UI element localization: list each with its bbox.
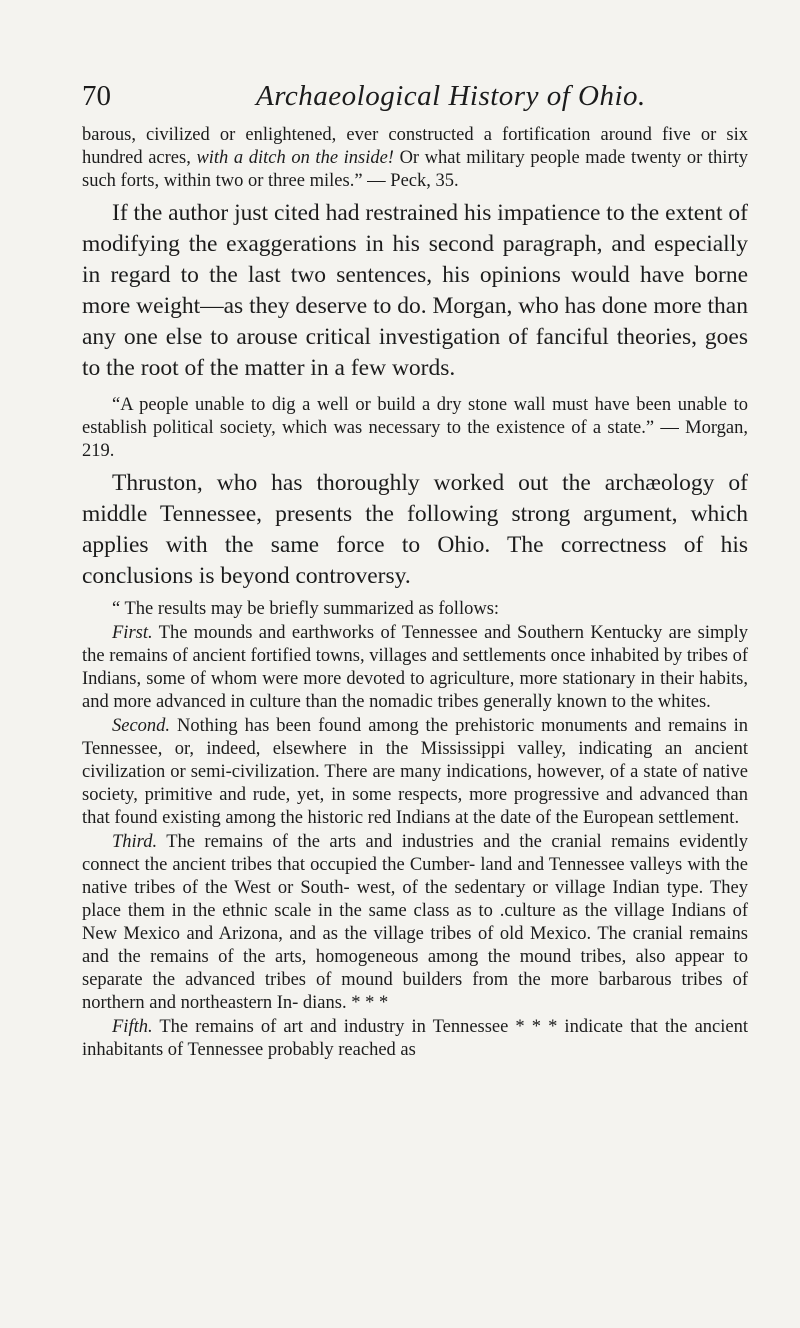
quote-morgan: “A people unable to dig a well or build a dry stone wall must have been unable to establish political society, which was necessary to the existence of a state.” — Morgan, 219. (82, 395, 748, 461)
body-text (82, 124, 748, 1062)
quote-peck: barous, civilized or enlightened, ever constructed a fortification around five or six hundred acres, with a ditch on the inside! Or what military people made twenty or thirty such forts, within two or three miles.” — Peck, 35. (82, 125, 748, 191)
page-header (82, 80, 742, 120)
point-fifth: Fifth. The remains of art and industry in Tennessee * * * indicate that the ancient inhabitants of Tennessee probably reached as (82, 1017, 748, 1060)
quote-intro: “ The results may be briefly summarized as follows: (112, 599, 500, 619)
paragraph-author-critique: If the author just cited had restrained his impatience to the extent of modifying the exaggerations in his second paragraph, and especially in regard to the last two sentences, his opinions would have borne more weight—as they deserve to do. Morgan, who has done more than any one else to arouse critical investigation of fanciful theories, goes to the root of the matter in a few words. (82, 200, 748, 381)
point-label: Third. (112, 832, 158, 852)
paragraph-thruston: Thruston, who has thoroughly worked out the archæology of middle Tennessee, presents the following strong argument, which applies with the same force to Ohio. The correctness of his conclusions is beyond controversy. (82, 470, 748, 589)
page-number: 70 (82, 80, 111, 112)
running-title: Archaeological History of Ohio. (256, 80, 646, 112)
point-first: First. The mounds and earthworks of Tennessee and Southern Kentucky are simply the remains of ancient fortified towns, villages and settlements once inhabited by tribes of Indians, some of whom were more devoted to agriculture, more stationary in their habits, and more advanced in culture than the nomadic tribes generally known to the whites. (82, 623, 748, 712)
emphasis-text: with a ditch on the inside! (196, 148, 394, 168)
point-label: Second. (112, 716, 171, 736)
point-label: Fifth. (112, 1017, 153, 1037)
point-label: First. (112, 623, 153, 643)
point-third: Third. The remains of the arts and industries and the cranial remains evidently connect the ancient tribes that occupied the Cumber- land and Tennessee valleys with the native tribes of the West or South- west, of the sedentary or village Indian type. They place them in the ethnic scale in the same class as to .culture as the village Indians of New Mexico and Arizona, and as the village tribes of old Mexico. The cranial remains and the remains of the arts, homogeneous among the mound tribes, also appear to separate the advanced tribes of mound builders from the more barbarous tribes of northern and northeastern In- dians. * * * (82, 832, 748, 1013)
point-second: Second. Nothing has been found among the prehistoric monuments and remains in Tennessee, or, indeed, elsewhere in the Mississippi valley, indicating an ancient civilization or semi-civilization. There are many indications, however, of a state of native society, primitive and rude, yet, in some respects, more progressive and advanced than that found existing among the historic red Indians at the date of the European settlement. (82, 716, 748, 828)
